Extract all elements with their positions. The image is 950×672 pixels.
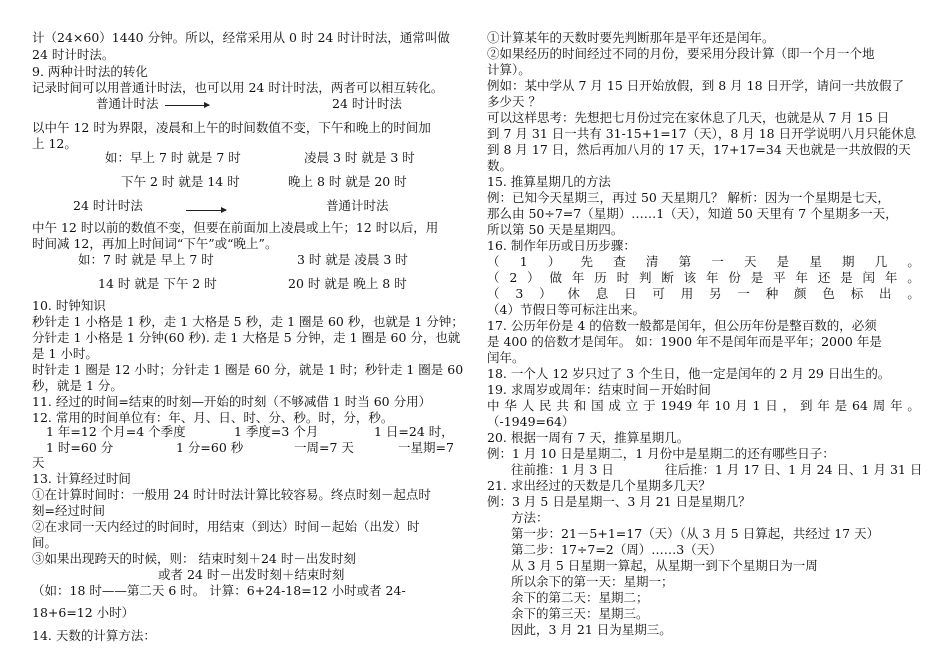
word-token: 年 [817,398,830,413]
word-token: 华 [504,398,517,413]
text-line: 记录时间可以用普通计时法，也可以用 24 时计时法，两者可以相互转化。 [32,80,444,95]
section-heading-14: 14. 天数的计算方法： [32,628,156,643]
text-line: 多少天 ？ [487,94,541,109]
word-token: ） [539,286,552,301]
word-token: 该 [683,270,697,285]
text-line: 18+6=12 小时） [32,605,135,620]
word-token: 2 [509,270,518,285]
text-line: 余下的第三天：星期三。 [511,606,649,621]
word-token: 日 [765,398,778,413]
label-24h-time: 24 时计时法 [73,198,143,213]
word-token: 闰 [862,270,876,285]
word-token: （ [487,270,500,285]
text-line: 间。 [32,535,58,550]
word-token: 先 [580,254,594,269]
text-line [487,398,920,414]
section-heading-17: 17. 公历年份是 4 的倍数一般都是闰年，但公历年份是整百数的，必须 [487,318,877,333]
word-token: 天 [743,254,757,269]
text-line: 秒针走 1 小格是 1 秒，走 1 大格是 5 秒，走 1 圈是 60 秒，也就是 1 分钟； [32,314,464,329]
text-line: ③如果出现跨天的时候，则： 结束时刻＋24 时－出发时刻 [32,551,356,566]
example-line: 如：早上 7 时 就是 7 时 [105,150,241,165]
label-normal-time: 普通计时法 [96,96,159,111]
text-line: 往后推：1 月 17 日、1 月 24 日、1 月 31 日 [665,462,923,477]
word-token: 查 [613,254,626,269]
example-line: 如：7 时 就是 早上 7 时 [78,252,214,267]
text-line: 闰年。 [487,350,525,365]
text-line: （如：18 时——第二天 6 时。 计算：6+24-18=12 小时或者 24- [32,583,406,598]
text-line: 例：已知今天星期三，再过 50 天星期几？ 解析：因为一个星期是七天， [487,190,890,205]
word-token: 是 [834,398,848,413]
word-token: 清 [645,254,659,269]
word-token: 还 [817,270,831,285]
word-token: 休 [567,286,580,301]
text-line: 计算）。 [487,62,531,77]
text-line: 从 3 月 5 日星期一算起，从星期一到下个星期日为一周 [511,558,818,573]
text-line: 可以这样思考：先想把七月份过完在家休息了几天，也就是从 7 月 15 日 [487,110,890,125]
unit-fact: 1 时=60 分 [46,440,114,455]
section-heading-9: 9. 两种计时法的转化 [32,64,148,79]
word-token: 颜 [794,286,807,301]
word-token: 中 [487,398,500,413]
text-line: 到 7 月 31 日一共有 31-15+1=17（天），8 月 18 日开学说明八月只能休息 [487,126,917,141]
text-line: 数。 [487,158,513,173]
word-token: 色 [822,286,835,301]
section-heading-15: 15. 推算星期几的方法 [487,174,611,189]
text-line: 例：3 月 5 日是星期一、3 月 21 日是星期几？ [487,494,751,509]
word-token: 人 [521,398,535,413]
word-token: 立 [625,398,639,413]
example-line: 下午 2 时 就是 14 时 [121,174,240,189]
word-token: 国 [591,398,604,413]
word-token: 时 [616,270,630,285]
word-token: 期 [842,254,855,269]
text-line: 时间减 12，再加上时间词“下午”或“晚上”。 [32,236,278,251]
word-token: 出 [879,286,892,301]
text-line: 24 时计时法。 [32,47,115,62]
word-token: 做 [549,270,563,285]
section-heading-13: 13. 计算经过时间 [32,471,131,486]
word-token: 历 [594,270,607,285]
word-token: 和 [573,398,587,413]
word-token: ） [527,270,540,285]
text-line: 刻=经过时间 [32,503,105,518]
section-heading-18: 18. 一个人 12 岁只过了 3 个生日，他一定是闰年的 2 月 29 日出生的。 [487,366,891,381]
word-token: 用 [680,286,694,301]
text-line: 天 [32,455,45,470]
text-line: 计（24×60）1440 分钟。所以，经常采用从 0 时 24 时计时法，通常叫做 [32,30,450,45]
text-line: 方法： [511,510,549,525]
word-token: 民 [539,398,552,413]
text-line: 以中午 12 时为界限，凌晨和上午的时间数值不变，下午和晚上的时间加 [32,120,431,135]
word-token: 年 [571,270,585,285]
text-line: 是 1 小时。 [32,346,98,361]
word-token: 一 [737,286,750,301]
section-heading-20: 20. 根据一周有 7 天，推算星期几。 [487,430,690,445]
text-line: 时针走 1 圈是 12 小时；分针走 1 圈是 60 分，就是 1 时；秒针走 1 圈是 60 [32,362,464,377]
text-line: 那么由 50÷7=7（星期）……1（天），知道 50 天里有 7 个星期多一天， [487,206,898,221]
word-token: 年 [795,270,808,285]
text-line: 例：1 月 10 日是星期二，1 月份中是星期二的还有哪些日子： [487,446,835,461]
word-token: 于 [643,398,656,413]
word-token: 年 [706,270,719,285]
unit-fact: 1 分=60 秒 [176,440,244,455]
section-heading-11: 11. 经过的时间=结束的时刻—开始的时刻（不够减借 1 时当 60 分用） [32,394,432,409]
example-line: 3 时 就是 凌晨 3 时 [297,252,408,267]
word-token: 标 [850,286,864,301]
text-line: 秒，就是 1 分。 [32,378,123,393]
step-line-4: （4）节假日等可标注出来。 [487,302,645,317]
word-token: 年 [890,398,903,413]
word-token: 断 [661,270,674,285]
example-line: 20 时 就是 晚上 8 时 [288,276,407,291]
word-token: 种 [765,286,779,301]
text-line: （-1949=64） [487,414,575,429]
word-token: 成 [608,398,621,413]
example-line: 14 时 就是 下午 2 时 [98,276,217,291]
word-token: 日 [624,286,637,301]
text-line: 第二步：17÷7=2（周）……3（天） [511,542,722,557]
unit-fact: 一周=7 天 [294,440,354,455]
word-token: 是 [840,270,853,285]
word-token: 判 [638,270,652,285]
word-token: 一 [711,254,724,269]
section-heading-19: 19. 求周岁或周年：结束时间－开始时间 [487,382,711,397]
example-line: 凌晨 3 时 就是 3 时 [304,150,415,165]
word-token: （ [487,286,500,301]
text-line: ①计算某年的天数时要先判断那年是平年还是闰年。 [487,30,775,45]
unit-fact: 1 日=24 时， [374,424,454,439]
text-line: 例如：某中学从 7 月 15 日开始放假，到 8 月 18 日开学，请问一共放假了 [487,78,905,93]
text-line: 上 12。 [32,136,77,151]
section-heading-21: 21. 求出经过的天数是几个星期多几天？ [487,478,711,493]
word-token: 可 [652,286,665,301]
text-line: 中午 12 时以前的数值不变，但要在前面加上凌晨或上午；12 时以后，用 [32,220,439,235]
section-heading-12: 12. 常用的时间单位有：年、月、日、时、分、秒。时，分，秒。 [32,410,394,425]
word-token: 平 [773,270,786,285]
word-token: 是 [750,270,764,285]
text-line: 余下的第二天：星期二； [511,590,649,605]
word-token: 年 [697,398,710,413]
word-token: 10 [714,398,731,413]
unit-fact: 一星期=7 [398,440,454,455]
text-line: 到 8 月 17 日，然后再加八月的 17 天，17+17=34 天也就是一共放假的天 [487,142,911,157]
text-line: ②在求同一天内经过的时间时，用结束（到达）时间－起始（出发）时 [32,519,420,534]
word-token: 到 [799,398,813,413]
word-token: ） [547,254,561,269]
text-line: 往前推：1 月 3 日 [511,462,614,477]
section-heading-16: 16. 制作年历或日历步骤： [487,238,636,253]
arrow-right-icon [186,210,226,211]
label-normal-time: 普通计时法 [326,198,389,213]
word-token: 第 [678,254,692,269]
word-token: 。 [907,286,920,301]
text-line: 所以第 50 天是星期四。 [487,222,624,237]
text-line: 所以余下的第一天：星期一； [511,574,674,589]
word-token: 。 [907,270,920,285]
word-token: 。 [907,254,920,269]
word-token: 月 [735,398,748,413]
arrow-right-icon [165,105,209,106]
word-token: 份 [728,270,741,285]
step-line-3 [487,286,920,302]
text-line: ②如果经历的时间经过不同的月份，要采用分段计算（即一个月一个地 [487,46,875,61]
step-line-1 [487,254,920,270]
step-line-2 [487,270,920,286]
word-token: 是 [776,254,790,269]
word-token: （ [487,254,500,269]
word-token: 。 [907,398,920,413]
unit-fact: 1 年=12 个月=4 个季度 [46,424,186,439]
word-token: 64 [852,398,868,413]
word-token: 星 [809,254,822,269]
word-token: 几 [874,254,888,269]
word-token: 1 [752,398,761,413]
text-line: 是 400 的倍数才是闰年。 如：1900 年不是闰年而是平年；2000 年是 [487,334,882,349]
word-token: 3 [515,286,524,301]
text-line: 第一步：21－5+1=17（天）（从 3 月 5 日算起，共经过 17 天） [511,526,880,541]
word-token: 另 [709,286,722,301]
word-token: 1949 [660,398,693,413]
word-token: 息 [595,286,609,301]
word-token: 年 [884,270,898,285]
example-line: 晚上 8 时 就是 20 时 [288,174,407,189]
unit-fact: 1 季度=3 个月 [234,424,319,439]
text-line: 或者 24 时－出发时刻＋结束时刻 [158,567,345,582]
word-token: 周 [872,398,886,413]
label-24h-time: 24 时计时法 [332,96,402,111]
text-line: 分针走 1 小格是 1 分钟(60 秒). 走 1 大格是 5 分钟，走 1 圈是 60 分，也就 [32,330,461,345]
text-line: ①在计算时间时：一般用 24 时计时法计算比较容易。终点时刻－起点时 [32,487,431,502]
text-line: 因此，3 月 21 日为星期三。 [511,622,672,637]
word-token: 1 [519,254,528,269]
section-heading-10: 10. 时钟知识 [32,298,106,313]
word-token: ， [782,398,796,413]
word-token: 共 [556,398,569,413]
